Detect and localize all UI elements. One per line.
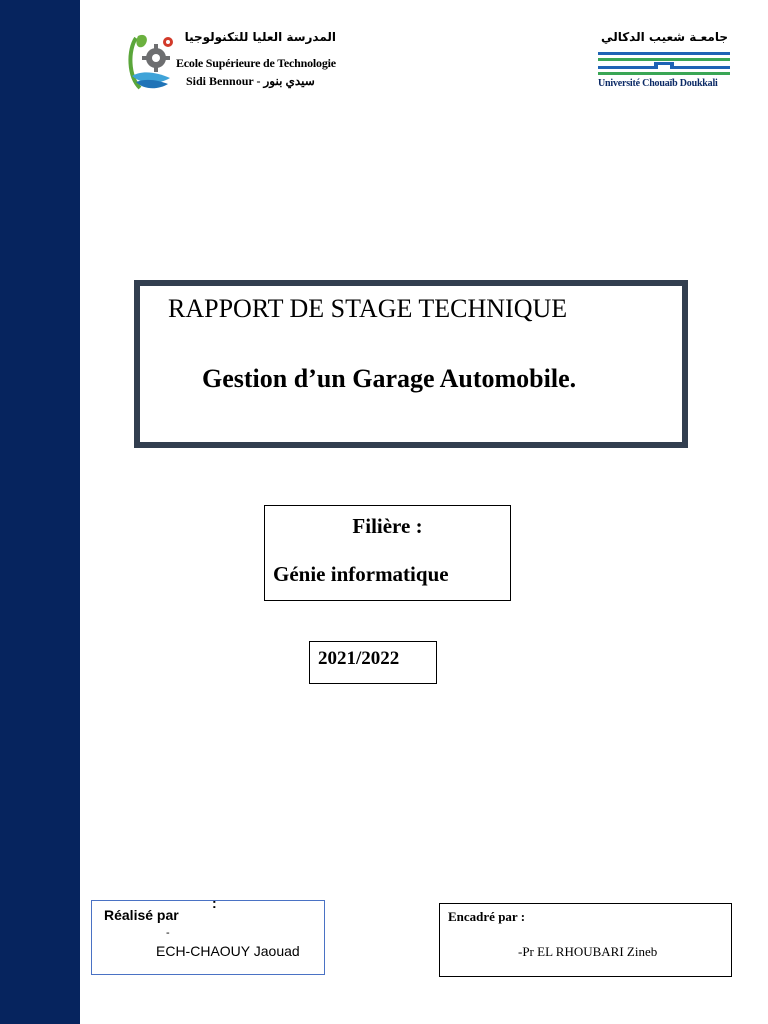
realise-par-label: Réalisé par xyxy=(104,907,179,923)
filiere-label: Filière : xyxy=(352,514,423,538)
encadre-par-box xyxy=(439,903,732,977)
ests-gear-leaf-icon xyxy=(126,32,174,94)
ests-arabic-name: المدرسة العليا للتكنولوجيا xyxy=(184,30,336,44)
ucd-french-name: Université Chouaïb Doukkali xyxy=(598,78,718,89)
year-box xyxy=(309,641,437,684)
realise-par-dash: - xyxy=(166,927,170,939)
report-subtitle: Gestion d’un Garage Automobile. xyxy=(202,364,577,393)
supervisor-name: -Pr EL RHOUBARI Zineb xyxy=(518,944,658,959)
ucd-logo xyxy=(596,30,732,92)
ests-logo xyxy=(126,30,346,96)
realise-par-box xyxy=(91,895,325,975)
report-title: RAPPORT DE STAGE TECHNIQUE xyxy=(168,294,568,323)
academic-year: 2021/2022 xyxy=(318,648,400,669)
ests-city: Sidi Bennour - سيدي بنور xyxy=(186,74,315,88)
encadre-par-label: Encadré par : xyxy=(448,909,526,924)
filiere-value: Génie informatique xyxy=(273,562,449,586)
title-frame xyxy=(134,280,688,448)
ucd-emblem-icon xyxy=(598,50,730,80)
realise-par-colon: : xyxy=(212,895,217,911)
ests-french-name: Ecole Supérieure de Technologie xyxy=(176,56,336,70)
ucd-arabic-name: جامعـة شعيب الدكالي xyxy=(601,30,728,44)
filiere-box xyxy=(264,505,511,601)
student-name: ECH-CHAOUY Jaouad xyxy=(156,943,300,959)
sidebar-band xyxy=(0,0,80,1024)
